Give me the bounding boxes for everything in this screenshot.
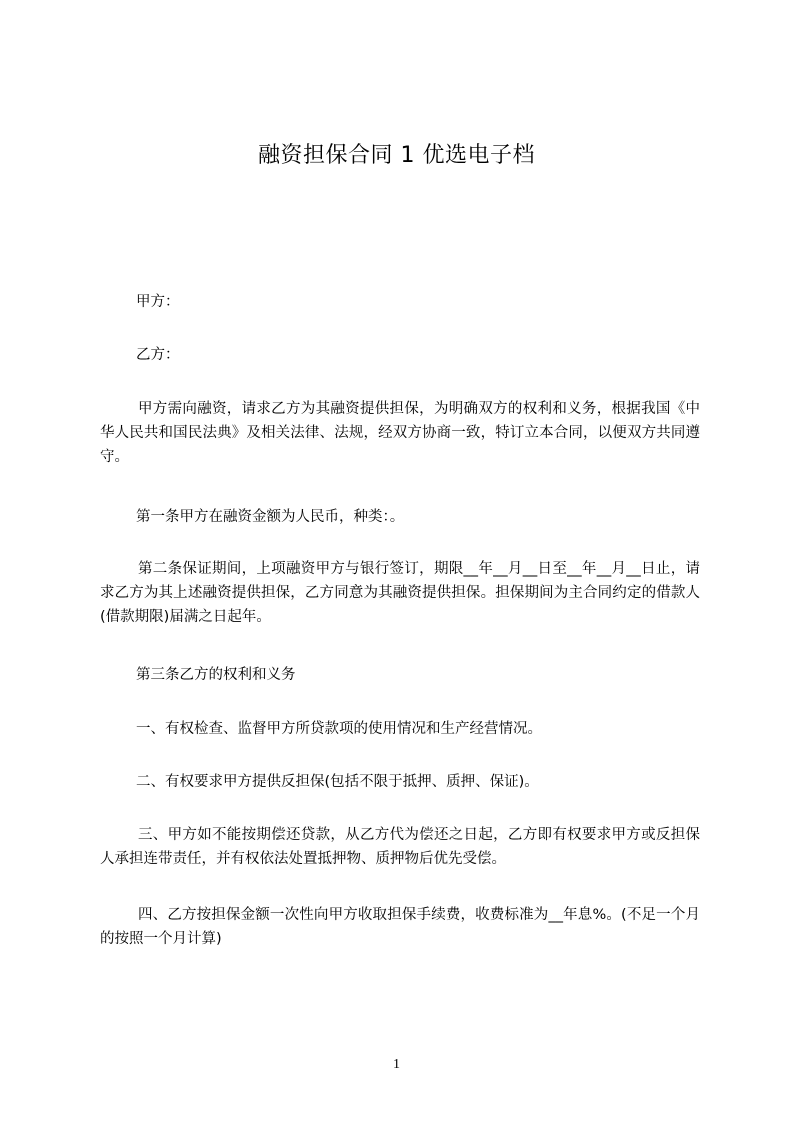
article-2: 第二条保证期间，上项融资甲方与银行签订，期限__年__月__日至__年__月__日止，请求乙方为其上述融资提供担保，乙方同意为其融资提供担保。担保期间为主合同约定的借款人(借款期限)届满之日起年。 [100,561,700,625]
article-3-item-4: 四、乙方按担保金额一次性向甲方收取担保手续费，收费标准为__年息%。(不足一个月的按照一个月计算) [100,907,700,947]
article-3-heading: 第三条乙方的权利和义务 [136,667,296,683]
article-3-item-1: 一、有权检查、监督甲方所贷款项的使用情况和生产经营情况。 [136,721,542,737]
page-number: 1 [393,1057,400,1072]
article-3-item-3: 三、甲方如不能按期偿还贷款，从乙方代为偿还之日起，乙方即有权要求甲方或反担保人承担连带责任，并有权依法处置抵押物、质押物后优先受偿。 [100,827,700,867]
article-3-item-2: 二、有权要求甲方提供反担保(包括不限于抵押、质押、保证)。 [136,774,539,790]
document-title: 融资担保合同 1 优选电子档 [258,143,535,168]
party-b-line: 乙方： [136,347,180,363]
article-1: 第一条甲方在融资金额为人民币，种类：。 [136,509,405,525]
intro-paragraph: 甲方需向融资，请求乙方为其融资提供担保，为明确双方的权利和义务，根据我国《中华人民共和国民法典》及相关法律、法规，经双方协商一致，特订立本合同，以便双方共同遵守。 [100,401,700,465]
party-a-line: 甲方： [136,294,180,310]
